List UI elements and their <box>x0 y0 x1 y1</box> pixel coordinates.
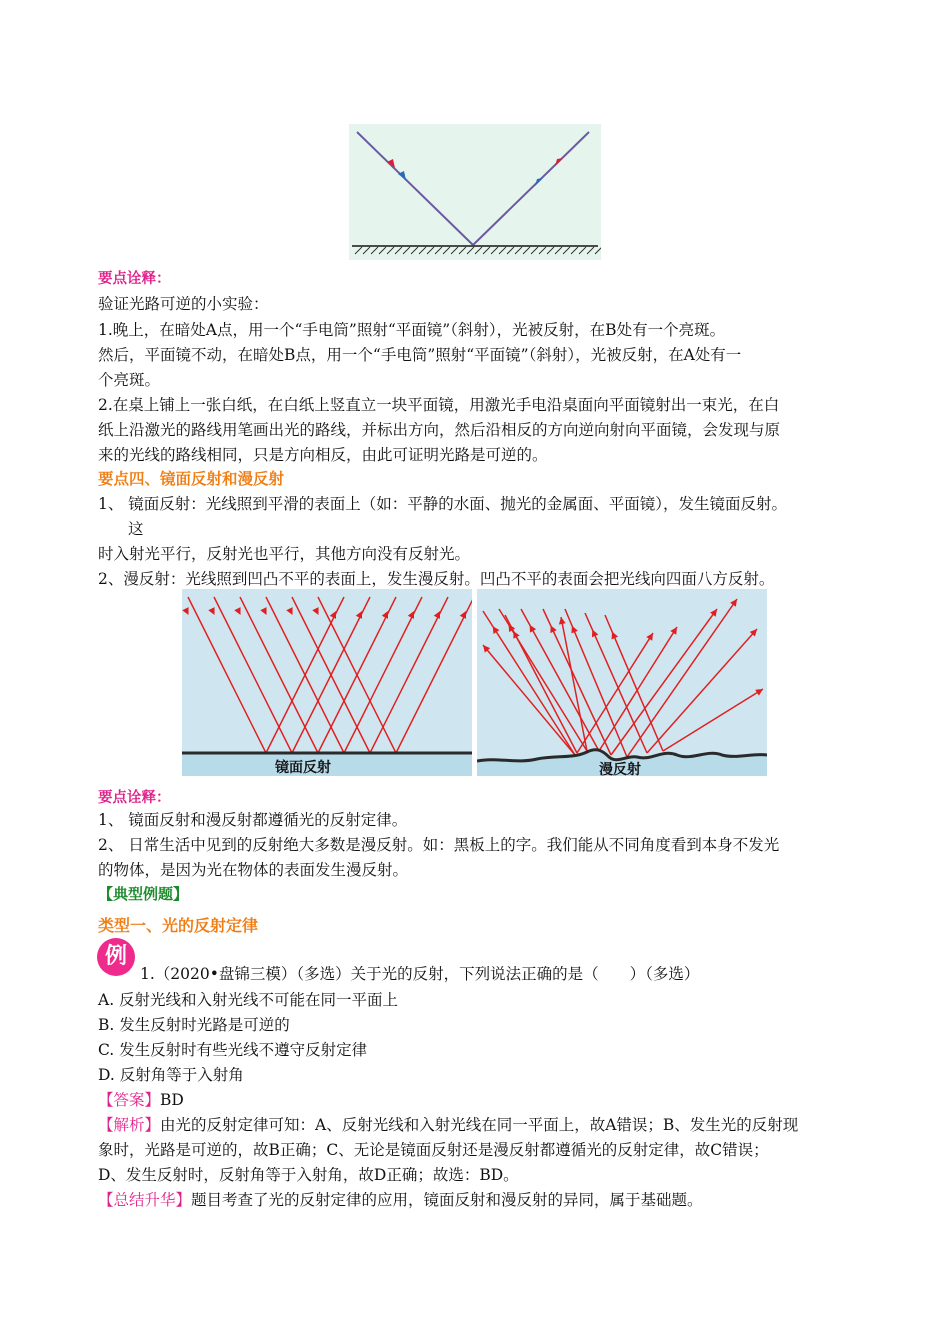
note-paragraph-line: 来的光线的路线相同，只是方向相反，由此可证明光路是可逆的。 <box>98 446 548 464</box>
summary-label: 【总结升华】 <box>98 1191 192 1209</box>
analysis-label: 【解析】 <box>98 1116 161 1134</box>
examples-heading: 【典型例题】 <box>98 885 189 903</box>
analysis-text: D、发生反射时，反射角等于入射角，故D正确；故选：BD。 <box>98 1166 519 1184</box>
note-paragraph-line: 1.晚上，在暗处A点，用一个“手电筒”照射“平面镜”（斜射），光被反射，在B处有一个亮斑。 <box>98 321 726 339</box>
analysis-text: 由光的反射定律可知：A、反射光线和入射光线在同一平面上，故A错误；B、发生光的反射现 <box>160 1116 799 1134</box>
specular-label: 镜面反射 <box>275 760 331 776</box>
note-paragraph-line: 2.在桌上铺上一张白纸，在白纸上竖直立一块平面镜，用激光手电沿桌面向平面镜射出一束光，在白 <box>98 396 780 414</box>
section-item: 1、 镜面反射：光线照到平滑的表面上（如：平静的水面、抛光的金属面、平面镜），发生镜面反射。 <box>98 495 788 513</box>
example-badge-text: 例 <box>104 944 127 969</box>
note-paragraph-line: 个亮斑。 <box>98 371 161 389</box>
summary-text: 题目考查了光的反射定律的应用，镜面反射和漫反射的异同，属于基础题。 <box>191 1191 703 1209</box>
answer-label: 【答案】 <box>98 1091 161 1109</box>
note-heading: 要点诠释： <box>98 790 171 806</box>
analysis-line <box>98 1115 798 1135</box>
answer-value: BD <box>160 1091 184 1109</box>
question-stem: 1.（2020•盘锦三模）（多选）关于光的反射，下列说法正确的是（ ）（多选） <box>140 965 700 983</box>
note-item: 1、 镜面反射和漫反射都遵循光的反射定律。 <box>98 811 408 829</box>
option-item: D. 反射角等于入射角 <box>98 1066 244 1084</box>
note-paragraph-line: 然后，平面镜不动，在暗处B点，用一个“手电筒”照射“平面镜”（斜射），光被反射，在A处有一 <box>98 346 742 364</box>
analysis-text: 象时，光路是可逆的，故B正确；C、无论是镜面反射还是漫反射都遵循光的反射定律，故C错误； <box>98 1141 769 1159</box>
section-item-wrap: 这 <box>128 520 144 538</box>
figure-background <box>349 124 601 260</box>
option-item: C. 发生反射时有些光线不遵守反射定律 <box>98 1041 368 1059</box>
note-item: 2、 日常生活中见到的反射绝大多数是漫反射。如：黑板上的字。我们能从不同角度看到本身不发光 <box>98 836 780 854</box>
section-heading: 要点四、镜面反射和漫反射 <box>98 470 285 488</box>
diffuse-label: 漫反射 <box>599 762 641 776</box>
type-heading: 类型一、光的反射定律 <box>98 916 259 935</box>
reflection-figure <box>349 124 601 260</box>
section-item: 2、漫反射：光线照到凹凸不平的表面上，发生漫反射。凹凸不平的表面会把光线向四面八方反射。 <box>98 570 775 588</box>
answer-line <box>98 1090 184 1110</box>
note-heading: 要点诠释： <box>98 271 171 287</box>
section-item: 时入射光平行，反射光也平行，其他方向没有反射光。 <box>98 545 471 563</box>
summary-line <box>98 1190 703 1210</box>
note-intro: 验证光路可逆的小实验： <box>98 295 269 313</box>
option-item: A. 反射光线和入射光线不可能在同一平面上 <box>98 991 399 1009</box>
note-paragraph-line: 纸上沿激光的路线用笔画出光的路线，并标出方向，然后沿相反的方向逆向射向平面镜，会发现与原 <box>98 421 781 439</box>
option-item: B. 发生反射时光路是可逆的 <box>98 1016 290 1034</box>
note-item: 的物体，是因为光在物体的表面发生漫反射。 <box>98 861 409 879</box>
example-badge-icon <box>97 938 135 976</box>
specular-reflection-figure <box>182 589 472 776</box>
diffuse-reflection-figure <box>477 589 767 776</box>
